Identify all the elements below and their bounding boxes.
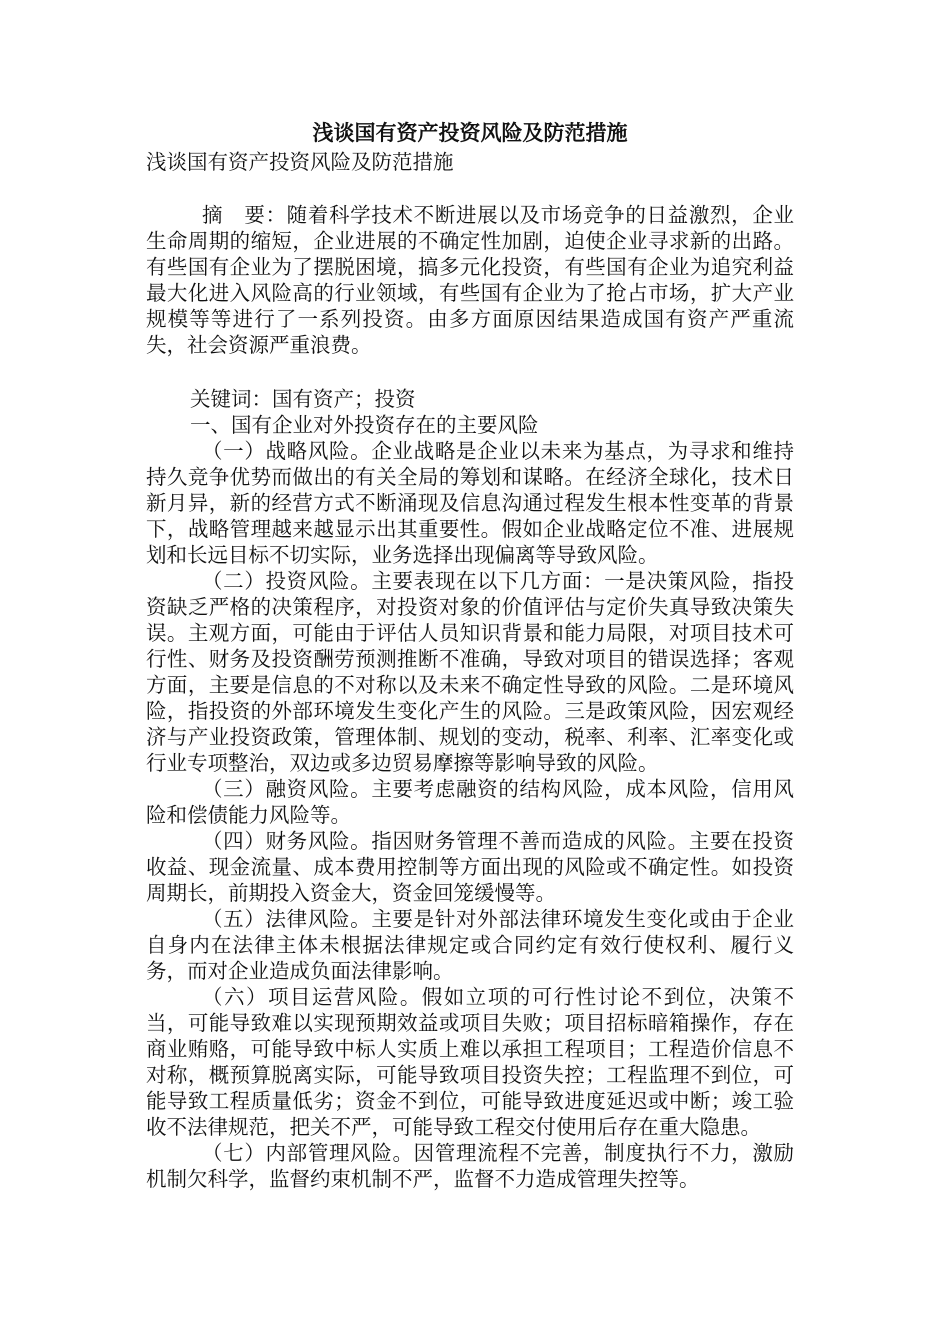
- paragraph-legal-risk: （五）法律风险。主要是针对外部法律环境发生变化或由于企业自身内在法律主体未根据法律规定或合同约定有效行使权利、履行义务，而对企业造成负面法律影响。: [146, 907, 794, 983]
- paragraph-internal-management-risk: （七）内部管理风险。因管理流程不完善，制度执行不力，激励机制欠科学，监督约束机制不严，监督不力造成管理失控等。: [146, 1141, 794, 1191]
- paragraph-financial-risk: （四）财务风险。指因财务管理不善而造成的风险。主要在投资收益、现金流量、成本费用控制等方面出现的风险或不确定性。如投资周期长，前期投入资金大，资金回笼缓慢等。: [146, 829, 794, 905]
- document-title: 浅谈国有资产投资风险及防范措施: [312, 120, 628, 145]
- paragraph-financing-risk: （三）融资风险。主要考虑融资的结构风险，成本风险，信用风险和偿债能力风险等。: [146, 777, 794, 827]
- document-subtitle: 浅谈国有资产投资风险及防范措施: [146, 150, 454, 174]
- section-heading: 一、国有企业对外投资存在的主要风险: [190, 413, 539, 437]
- paragraph-project-operation-risk: （六）项目运营风险。假如立项的可行性讨论不到位，决策不当，可能导致难以实现预期效益或项目失败；项目招标暗箱操作，存在商业贿赂，可能导致中标人实质上难以承担工程项目；工程造价信息不对称，概预算脱离实际，可能导致项目投资失控；工程监理不到位，可能导致工程质量低劣；资金不到位，可能导致进度延迟或中断；竣工验收不法律规范，把关不严，可能导致工程交付使用后存在重大隐患。: [146, 985, 794, 1139]
- document-page: [146, 118, 794, 1192]
- keywords-line: 关键词：国有资产；投资: [190, 387, 416, 411]
- abstract-paragraph: 摘 要：随着科学技术不断进展以及市场竞争的日益激烈，企业生命周期的缩短，企业进展的不确定性加剧，迫使企业寻求新的出路。有些国有企业为了摆脱困境，搞多元化投资，有些国有企业为追究利益最大化进入风险高的行业领域，有些国有企业为了抢占市场，扩大产业规模等等进行了一系列投资。由多方面原因结果造成国有资产严重流失，社会资源严重浪费。: [146, 203, 794, 357]
- paragraph-investment-risk: （二）投资风险。主要表现在以下几方面：一是决策风险，指投资缺乏严格的决策程序，对投资对象的价值评估与定价失真导致决策失误。主观方面，可能由于评估人员知识背景和能力局限，对项目技术可行性、财务及投资酬劳预测推断不准确，导致对项目的错误选择；客观方面，主要是信息的不对称以及未来不确定性导致的风险。二是环境风险，指投资的外部环境发生变化产生的风险。三是政策风险，因宏观经济与产业投资政策，管理体制、规划的变动，税率、利率、汇率变化或行业专项整治，双边或多边贸易摩擦等影响导致的风险。: [146, 569, 794, 775]
- paragraph-strategy-risk: （一）战略风险。企业战略是企业以未来为基点，为寻求和维持持久竞争优势而做出的有关全局的筹划和谋略。在经济全球化，技术日新月异，新的经营方式不断涌现及信息沟通过程发生根本性变革的背景下，战略管理越来越显示出其重要性。假如企业战略定位不准、进展规划和长远目标不切实际，业务选择出现偏离等导致风险。: [146, 439, 794, 567]
